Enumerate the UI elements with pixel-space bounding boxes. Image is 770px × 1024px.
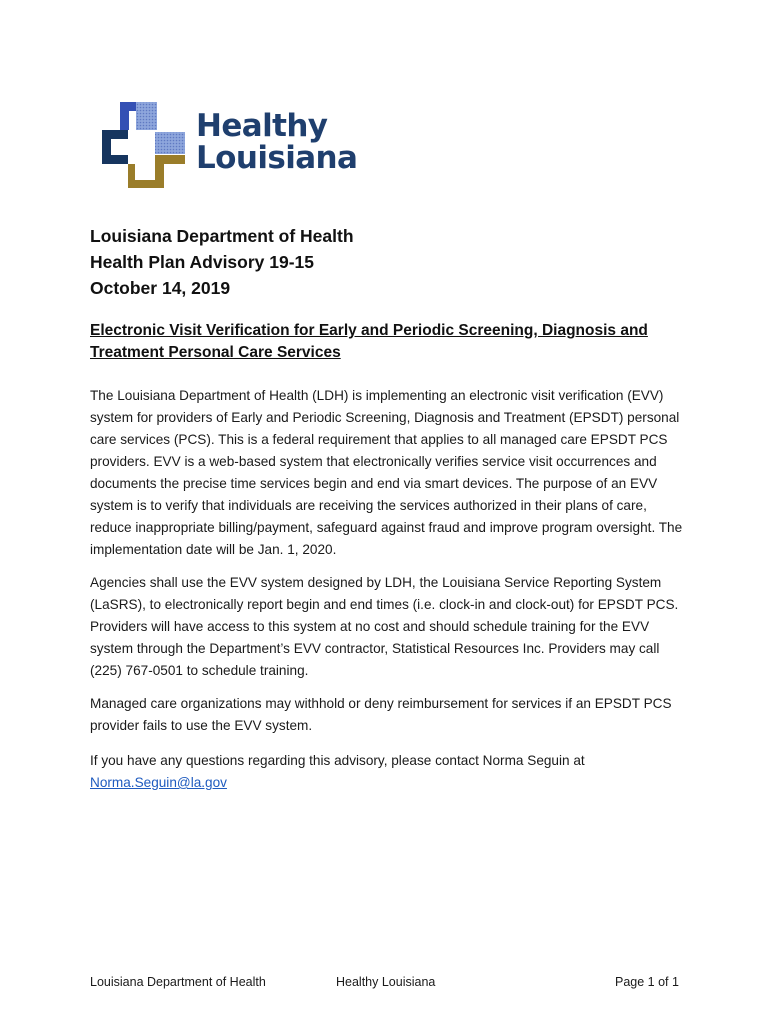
advisory-number: Health Plan Advisory 19-15 bbox=[90, 252, 315, 272]
paragraph-contact bbox=[90, 750, 690, 794]
paragraph-reimbursement: Managed care organizations may withhold or deny reimbursement for services if an EPSDT PCS provider fails to use the EVV system. bbox=[90, 696, 672, 733]
footer-program: Healthy Louisiana bbox=[336, 975, 436, 989]
cross-logo-icon bbox=[100, 100, 190, 190]
advisory-date: October 14, 2019 bbox=[90, 278, 231, 298]
logo-right-light bbox=[155, 132, 185, 154]
footer-department: Louisiana Department of Health bbox=[90, 975, 266, 989]
footer-page-number: Page 1 of 1 bbox=[615, 975, 679, 989]
advisory-heading bbox=[90, 223, 354, 301]
department-title: Louisiana Department of Health bbox=[90, 226, 354, 246]
contact-text: If you have any questions regarding this advisory, please contact Norma Seguin at bbox=[90, 753, 585, 768]
advisory-subject: Electronic Visit Verification for Early and Periodic Screening, Diagnosis and Treatment Personal Care Services bbox=[90, 322, 648, 361]
paragraph-evv-overview: The Louisiana Department of Health (LDH) is implementing an electronic visit verification (EVV) system for providers of Early and Periodic Screening, Diagnosis and Treatment (EPSDT) personal care services (PCS). This is a federal requirement that applies to all managed care EPSDT PCS providers. EVV is a web-based system that electronically verifies service visit occurrences and documents the precise time services begin and end via smart devices. The purpose of an EVV system is to verify that individuals are receiving the services authorized in their plans of care, reduce inappropriate billing/payment, safeguard against fraud and improve program oversight. The implementation date will be Jan. 1, 2020. bbox=[90, 388, 683, 557]
contact-email-link[interactable]: Norma.Seguin@la.gov bbox=[90, 775, 227, 790]
paragraph-lasrs: Agencies shall use the EVV system designed by LDH, the Louisiana Service Reporting System (LaSRS), to electronically report begin and end times (i.e. clock-in and clock-out) for EPSDT PCS. Providers will have access to this system at no cost and should schedule training for the EVV system through the Department’s EVV contractor, Statistical Resources Inc. Providers may call (225) 767-0501 to schedule training. bbox=[90, 575, 679, 678]
logo-wordmark bbox=[196, 110, 357, 174]
logo-left-block bbox=[102, 130, 128, 164]
healthy-louisiana-logo bbox=[100, 100, 358, 190]
logo-top-right-light bbox=[136, 102, 157, 130]
logo-bottom-block bbox=[128, 155, 185, 188]
logo-line2: Louisiana bbox=[196, 140, 358, 176]
logo-line1: Healthy bbox=[196, 108, 328, 144]
